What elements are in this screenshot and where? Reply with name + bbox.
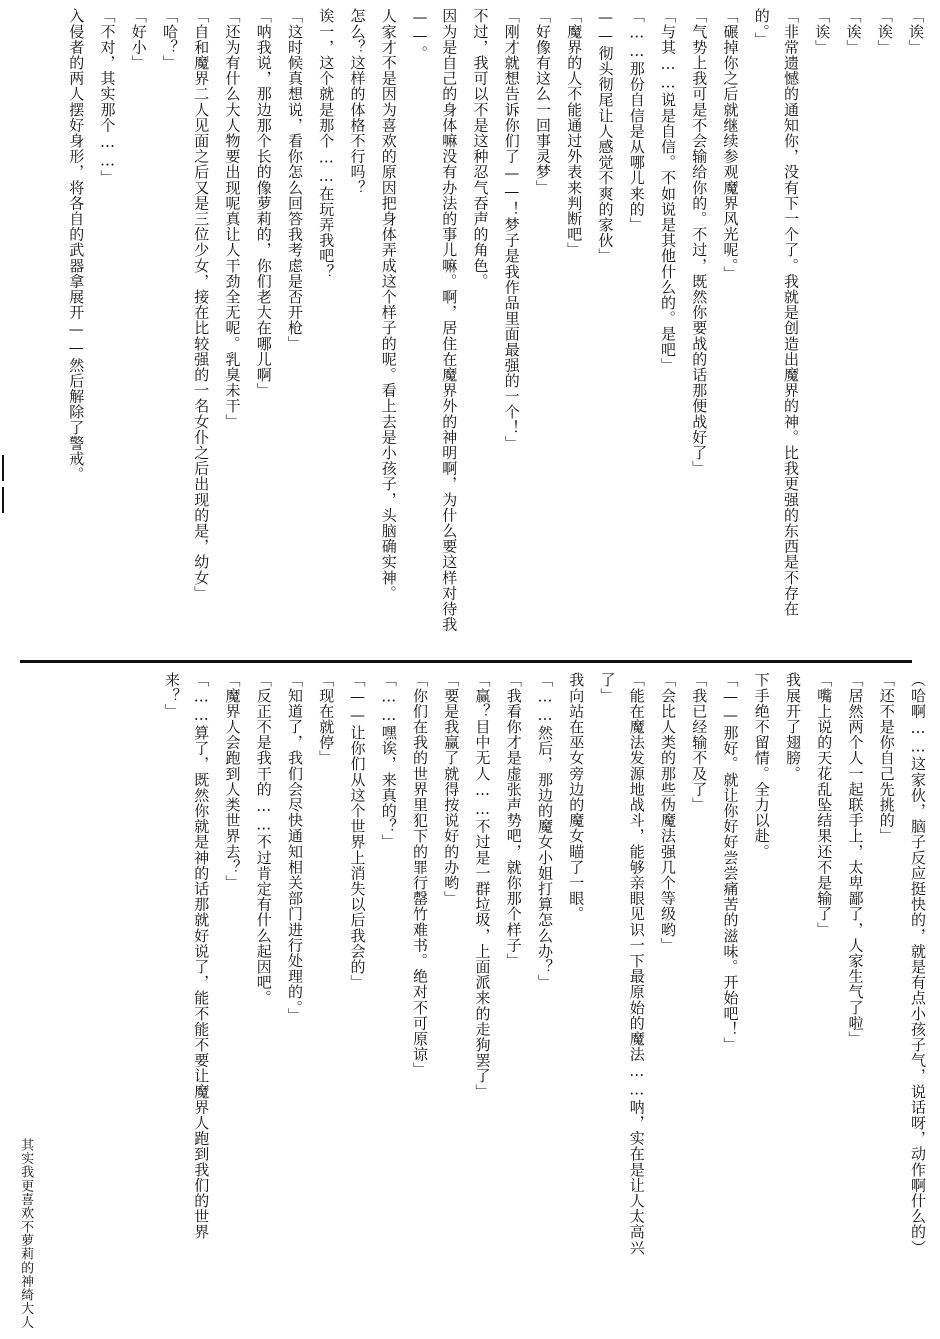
text-line: 我展开了翅膀。 xyxy=(784,672,802,782)
text-line: 「我已经输不及了」 xyxy=(690,672,709,813)
text-line: 「与其……说是自信。不如说是其他什么的。是吧」 xyxy=(659,8,677,373)
text-line: 「……嘿诶，来真的？」 xyxy=(379,672,398,850)
text-line: 诶一，这个就是那个……在玩弄我吧？ xyxy=(317,8,336,280)
text-line: 不过，我可以不是这种忍气吞声的角色。 xyxy=(471,8,490,289)
margin-tick-1 xyxy=(2,455,4,481)
text-line: 「——让你们从这个世界上消失以后我会的」 xyxy=(348,672,367,990)
text-line: 「魔界人会跑到人类世界去？」 xyxy=(223,672,242,891)
text-line: 下手绝不留情。全力以赴。 xyxy=(752,672,771,860)
bottom-text-section xyxy=(8,672,932,1272)
text-line: ——彻头彻尾让人感觉不爽的家伙」 xyxy=(596,8,615,264)
text-line: 「气势上我可是不会输给你的。不过，既然你要战的话那便战好了」 xyxy=(690,8,709,476)
text-line: 「诶」 xyxy=(875,8,894,55)
text-line: 「诶」 xyxy=(813,8,832,55)
text-line: 「现在就停」 xyxy=(317,672,336,766)
text-line: 「哈？」 xyxy=(161,8,179,71)
text-line: 「自和魔界二人见面之后又是三位少女，接在比较强的一名女仆之后出现的是，幼女」 xyxy=(192,8,211,601)
text-line: 「好像有这么一回事灵梦」 xyxy=(534,8,552,196)
top-columns xyxy=(59,8,932,648)
text-line: 「诶」 xyxy=(907,8,925,55)
footer-note: 其实我更喜欢不萝莉的神绮大人 xyxy=(18,1137,34,1329)
text-line: 「刚才就想告诉你们了——！梦子是我作品里面最强的一个！」 xyxy=(502,8,521,451)
text-line: 「不对，其实那个……」 xyxy=(98,8,117,186)
text-line: （哈啊……这家伙，脑子反应挺快的，就是有点小孩子气，说话呀，动作啊什么的） xyxy=(909,672,927,1256)
text-line: 「……算了，既然你就是神的话那就好说了，能不能不要让魔界人跑到我们的世界来？」 xyxy=(163,672,211,1240)
text-line: 因为是自己的身体嘛没有办法的事儿嘛。啊，居住在魔界外的神明啊，为什么要这样对待我——。 xyxy=(411,8,459,632)
bottom-columns xyxy=(155,672,932,1272)
text-line: 「呐我说，那边那个长的像萝莉的，你们老大在哪儿啊」 xyxy=(254,8,273,398)
text-line: 「还为有什么大人物要出现呢真让人干劲全无呢。乳臭未干」 xyxy=(223,8,242,430)
text-line: 我向站在巫女旁边的魔女瞄了一眼。 xyxy=(567,672,586,922)
section-divider xyxy=(20,660,912,663)
text-line: 「……那份自信是从哪儿来的」 xyxy=(627,8,646,233)
text-line: 「你们在我的世界里犯下的罪行罄竹难书。绝对不可原谅」 xyxy=(411,672,429,1078)
text-line: 「要是我赢了就得按说好的办哟」 xyxy=(442,672,461,906)
text-line: 「反正不是我干的……不过肯定有什么起因吧。 xyxy=(254,672,273,1006)
text-line: 「魔界的人不能通过外表来判断吧」 xyxy=(565,8,584,258)
top-text-section xyxy=(8,8,932,648)
text-line: 「居然两个人一起联手上，太卑鄙了，人家生气了啦」 xyxy=(846,672,865,1047)
text-line: 「非常遗憾的通知你，没有下一个了。我就是创造出魔界的神。比我更强的东西是不存在的。」 xyxy=(752,8,800,617)
text-line: 「赢？目中无人……不过是一群垃圾，上面派来的走狗罢了」 xyxy=(473,672,492,1100)
text-line: 「知道了，我们会尽快通知相关部门进行处理的。」 xyxy=(286,672,304,1024)
text-line: 「碾掉你之后就继续参观魔界风光呢。」 xyxy=(721,8,740,282)
text-line: 怎么？这样的体格不行吗？ xyxy=(348,8,367,196)
text-line: 「嘴上说的天花乱坠结果还不是输了」 xyxy=(815,672,834,938)
text-line: 「这时候真想说，看你怎么回答我考虑是否开枪」 xyxy=(286,8,304,352)
text-line: 「能在魔法发源地战斗，能够亲眼见识一下最原始的魔法……呐，实在是让人太高兴了」 xyxy=(598,672,646,1256)
text-line: 「——那好。就让你好好尝尝痛苦的滋味。开始吧！」 xyxy=(721,672,740,1053)
text-line: 入侵者的两人摆好身形，将各自的武器拿展开——然后解除了警戒。 xyxy=(67,8,86,482)
text-line: 人家才不是因为喜欢的原因把身体弄成这个样子的呢。看上去是小孩子，头脑确实神。 xyxy=(379,8,398,601)
text-line: 「诶」 xyxy=(844,8,863,55)
text-line: 「会比人类的那些伪魔法强几个等级哟」 xyxy=(659,672,677,953)
margin-tick-2 xyxy=(2,487,4,513)
text-line: 「还不是你自己先挑的」 xyxy=(877,672,896,844)
text-line: 「我看你才是虚张声势吧，就你那个样子」 xyxy=(504,672,523,969)
text-line: 「好小」 xyxy=(129,8,148,71)
text-line: 「……然后，那边的魔女小姐打算怎么办？」 xyxy=(536,672,554,990)
